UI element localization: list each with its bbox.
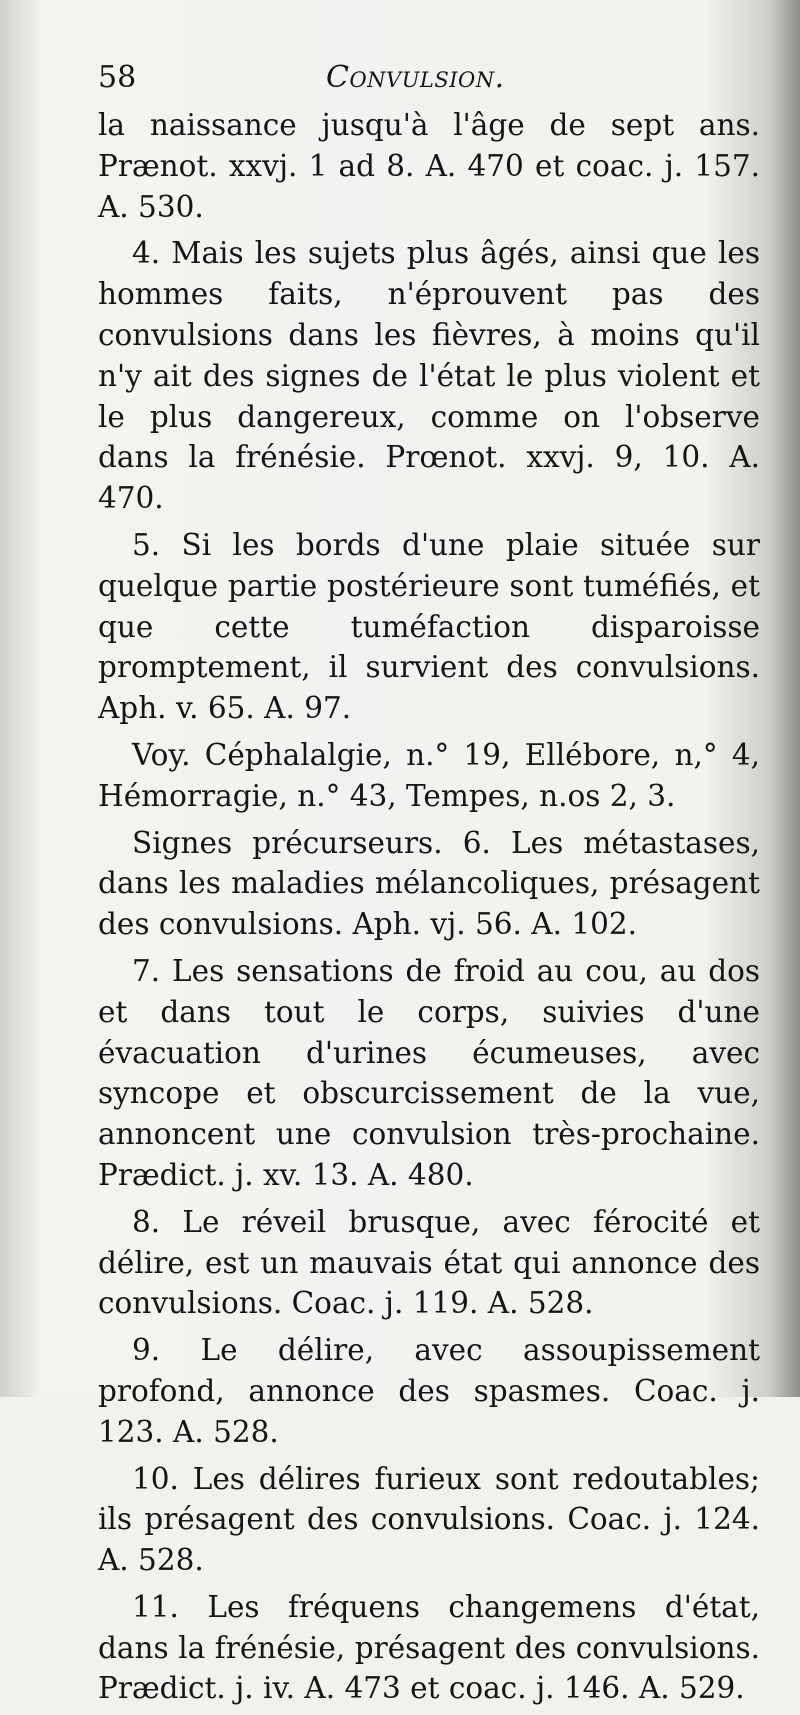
paragraph: 4. Mais les sujets plus âgés, ainsi que les hommes faits, n'éprouvent pas des convulsions dans les fièvres, à moins qu'il n'y ait des signes de l'état le plus violent et le plus dangereux, comme on l'observe dans la frénésie. Prœnot. xxvj. 9, 10. A. 470. [98, 236, 760, 516]
running-title: Convulsion. [326, 60, 505, 95]
paragraph: Voy. Céphalalgie, n.° 19, Ellébore, n,° 4, Hémorragie, n.° 43, Tempes, n.os 2, 3. [98, 737, 760, 813]
paragraph: 11. Les fréquens changemens d'état, dans la frénésie, présagent des convulsions. Prædict. j. iv. A. 473 et coac. j. 146. A. 529. [98, 1589, 760, 1706]
paragraph: 9. Le délire, avec assoupissement profond, annonce des spasmes. Coac. j. 123. A. 528. [98, 1333, 760, 1449]
paragraph: 5. Si les bords d'une plaie située sur quelque partie postérieure sont tuméfiés, et que cette tuméfaction disparoisse promptement, il survient des convulsions. Aph. v. 65. A. 97. [98, 527, 760, 726]
paragraph: Signes précurseurs. 6. Les métastases, dans les maladies mélancoliques, présagent des convulsions. Aph. vj. 56. A. 102. [98, 825, 760, 942]
page-body [98, 105, 760, 1715]
paragraph: 10. Les délires furieux sont redoutables; ils présagent des convulsions. Coac. j. 124. A. 528. [98, 1461, 760, 1578]
page-header [98, 60, 758, 110]
paragraph: 8. Le réveil brusque, avec férocité et délire, est un mauvais état qui annonce des convulsions. Coac. j. 119. A. 528. [98, 1204, 760, 1321]
paragraph: 7. Les sensations de froid au cou, au dos et dans tout le corps, suivies d'une évacuation d'urines écumeuses, avec syncope et obscurcissement de la vue, annoncent une convulsion très-prochaine. Prædict. j. xv. 13. A. 480. [98, 953, 760, 1192]
page-number: 58 [98, 60, 137, 95]
paragraph: la naissance jusqu'à l'âge de sept ans. Prænot. xxvj. 1 ad 8. A. 470 et coac. j. 157. A. 530. [98, 108, 760, 224]
